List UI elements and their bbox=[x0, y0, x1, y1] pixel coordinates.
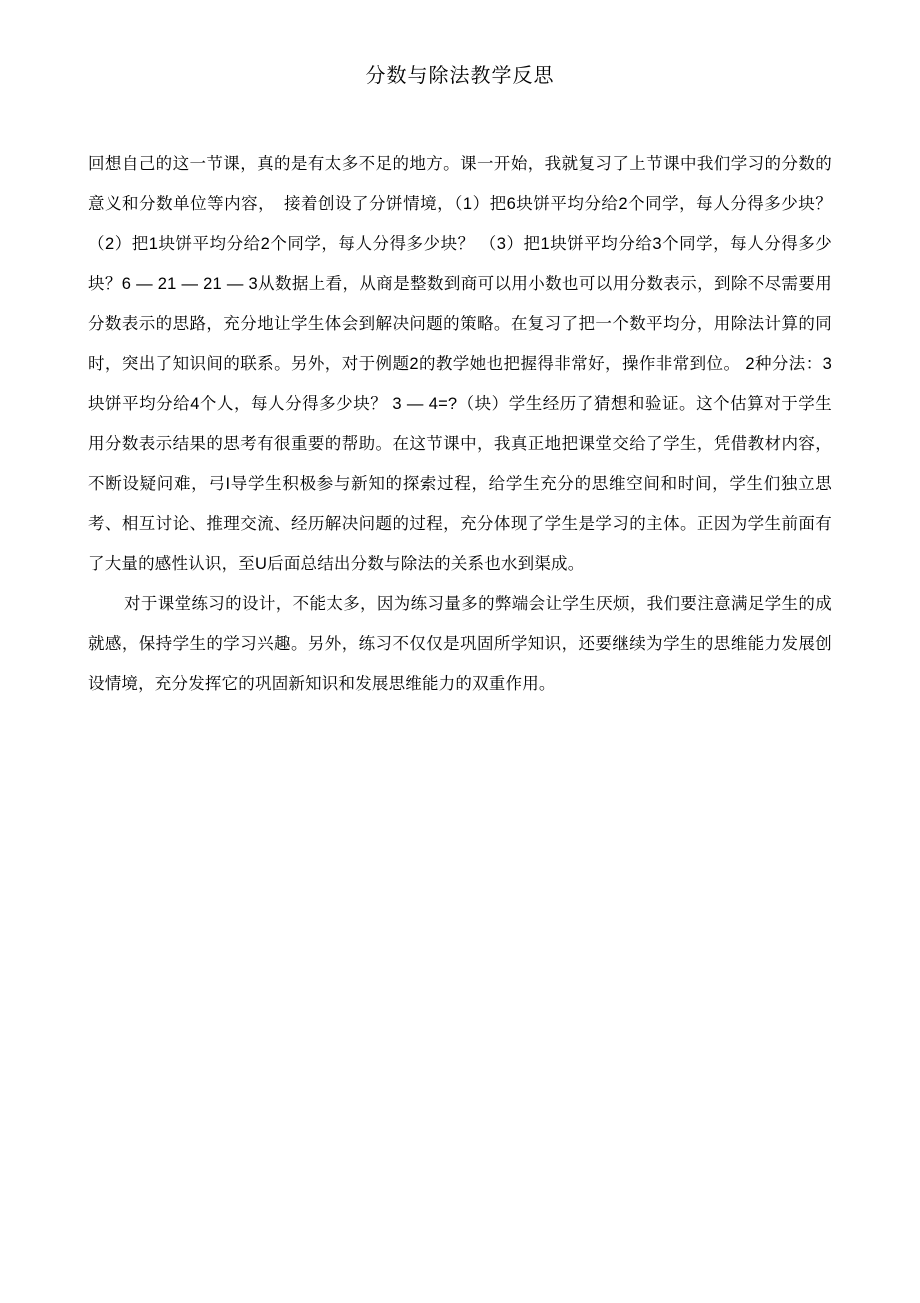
page-title: 分数与除法教学反思 bbox=[365, 65, 555, 87]
body-paragraph-2: 对于课堂练习的设计，不能太多，因为练习量多的弊端会让学生厌烦，我们要注意满足学生的成就感，保持学生的学习兴趣。另外，练习不仅仅是巩固所学知识，还要继续为学生的思维能力发展创设情境，充分发挥它的巩固新知识和发展思维能力的双重作用。 bbox=[88, 595, 832, 693]
body-paragraph-1: 回想自己的这一节课，真的是有太多不足的地方。课一开始，我就复习了上节课中我们学习的分数的意义和分数单位等内容， 接着创设了分饼情境，（1）把6块饼平均分给2个同学，每人分得多少块？ （2）把1块饼平均分给2个同学，每人分得多少块？ （3）把1块饼平均分给3个同学，每人分得多少块？6 — 21 — 21 — 3从数据上看，从商是整数到商可以用小数也可以用分数表示，到除不尽需要用分数表示的思路，充分地让学生体会到解决问题的策略。在复习了把一个数平均分，用除法计算的同时，突出了知识间的联系。另外，对于例题2的教学她也把握得非常好，操作非常到位。 2种分法：3块饼平均分给4个人，每人分得多少块？ 3 — 4=?（块）学生经历了猜想和验证。这个估算对于学生用分数表示结果的思考有很重要的帮助。在这节课中，我真正地把课堂交给了学生，凭借教材内容，不断设疑问难，弓I导学生积极参与新知的探索过程，给学生充分的思维空间和时间，学生们独立思考、相互讨论、推理交流、经历解决问题的过程，充分体现了学生是学习的主体。正因为学生前面有了大量的感性认识，至U后面总结出分数与除法的关系也水到渠成。 bbox=[88, 155, 832, 573]
document-body bbox=[88, 90, 832, 704]
